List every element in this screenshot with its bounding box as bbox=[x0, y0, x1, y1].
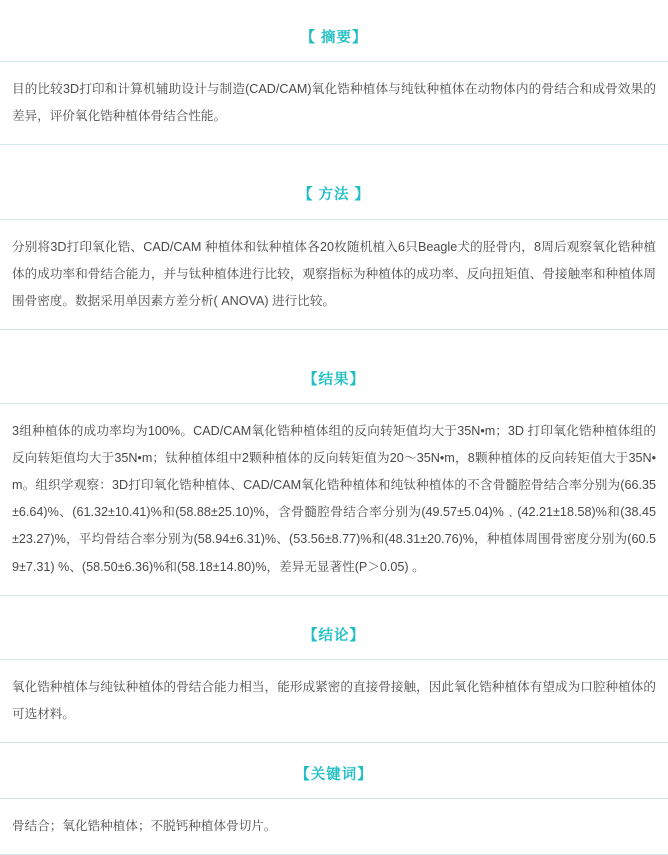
section-heading-keywords: 【关键词】 bbox=[295, 767, 373, 783]
spacer-after-conclusion bbox=[0, 743, 668, 751]
section-heading-results: 【结果】 bbox=[303, 371, 365, 388]
top-spacer bbox=[0, 0, 668, 14]
section-conclusion bbox=[0, 612, 668, 743]
section-results bbox=[0, 356, 668, 596]
section-abstract bbox=[0, 14, 668, 145]
spacer-after-methods bbox=[0, 330, 668, 356]
section-body-conclusion: 氧化锆种植体与纯钛种植体的骨结合能力相当，能形成紧密的直接骨接触，因此氧化锆种植体有望成为口腔种植体的可选材料。 bbox=[12, 679, 656, 721]
section-body-methods: 分别将3D打印氧化锆、CAD/CAM 种植体和钛种植体各20枚随机植入6只Beagle犬的胫骨内，8周后观察氧化锆种植体的成功率和骨结合能力，并与钛种植体进行比较，观察指标为种植体的成功率、反向扭矩值、骨接触率和种植体周围骨密度。数据采用单因素方差分析( ANOVA) 进行比较。 bbox=[12, 239, 656, 308]
spacer-after-abstract bbox=[0, 145, 668, 171]
section-keywords bbox=[0, 751, 668, 855]
section-heading-methods: 【 方法 】 bbox=[297, 187, 371, 204]
section-body-abstract: 目的比较3D打印和计算机辅助设计与制造(CAD/CAM)氧化锆种植体与纯钛种植体在动物体内的骨结合和成骨效果的差异，评价氧化锆种植体骨结合性能。 bbox=[12, 82, 656, 124]
section-heading-abstract: 【 摘要】 bbox=[300, 30, 368, 46]
section-methods bbox=[0, 171, 668, 329]
section-body-keywords: 骨结合；氧化锆种植体；不脱钙种植体骨切片。 bbox=[12, 819, 277, 834]
section-heading-conclusion: 【结论】 bbox=[303, 627, 365, 644]
section-body-results: 3组种植体的成功率均为100%。CAD/CAM氧化锆种植体组的反向转矩值均大于35N•m；3D 打印氧化锆种植体组的反向转矩值均大于35N•m；钛种植体组中2颗种植体的反向转矩值为20～35N•m，8颗种植体的反向转矩值大于35N•m。组织学观察：3D打印氧化锆种植体、CAD/CAM氧化锆种植体和纯钛种植体的不含骨髓腔骨结合率分别为(66.35±6.64)%、(61.32±10.41)%和(58.88±25.10)%，含骨髓腔骨结合率分别为(49.57±5.04)%﹑(42.21±18.58)%和(38.45±23.27)%，平均骨结合率分别为(58.94±6.31)%、(53.56±8.77)%和(48.31±20.76)%，种植体周围骨密度分别为(60.59±7.31) %、(58.50±6.36)%和(58.18±14.80)%，差异无显著性(P＞0.05) 。 bbox=[12, 424, 656, 574]
spacer-after-results bbox=[0, 596, 668, 612]
